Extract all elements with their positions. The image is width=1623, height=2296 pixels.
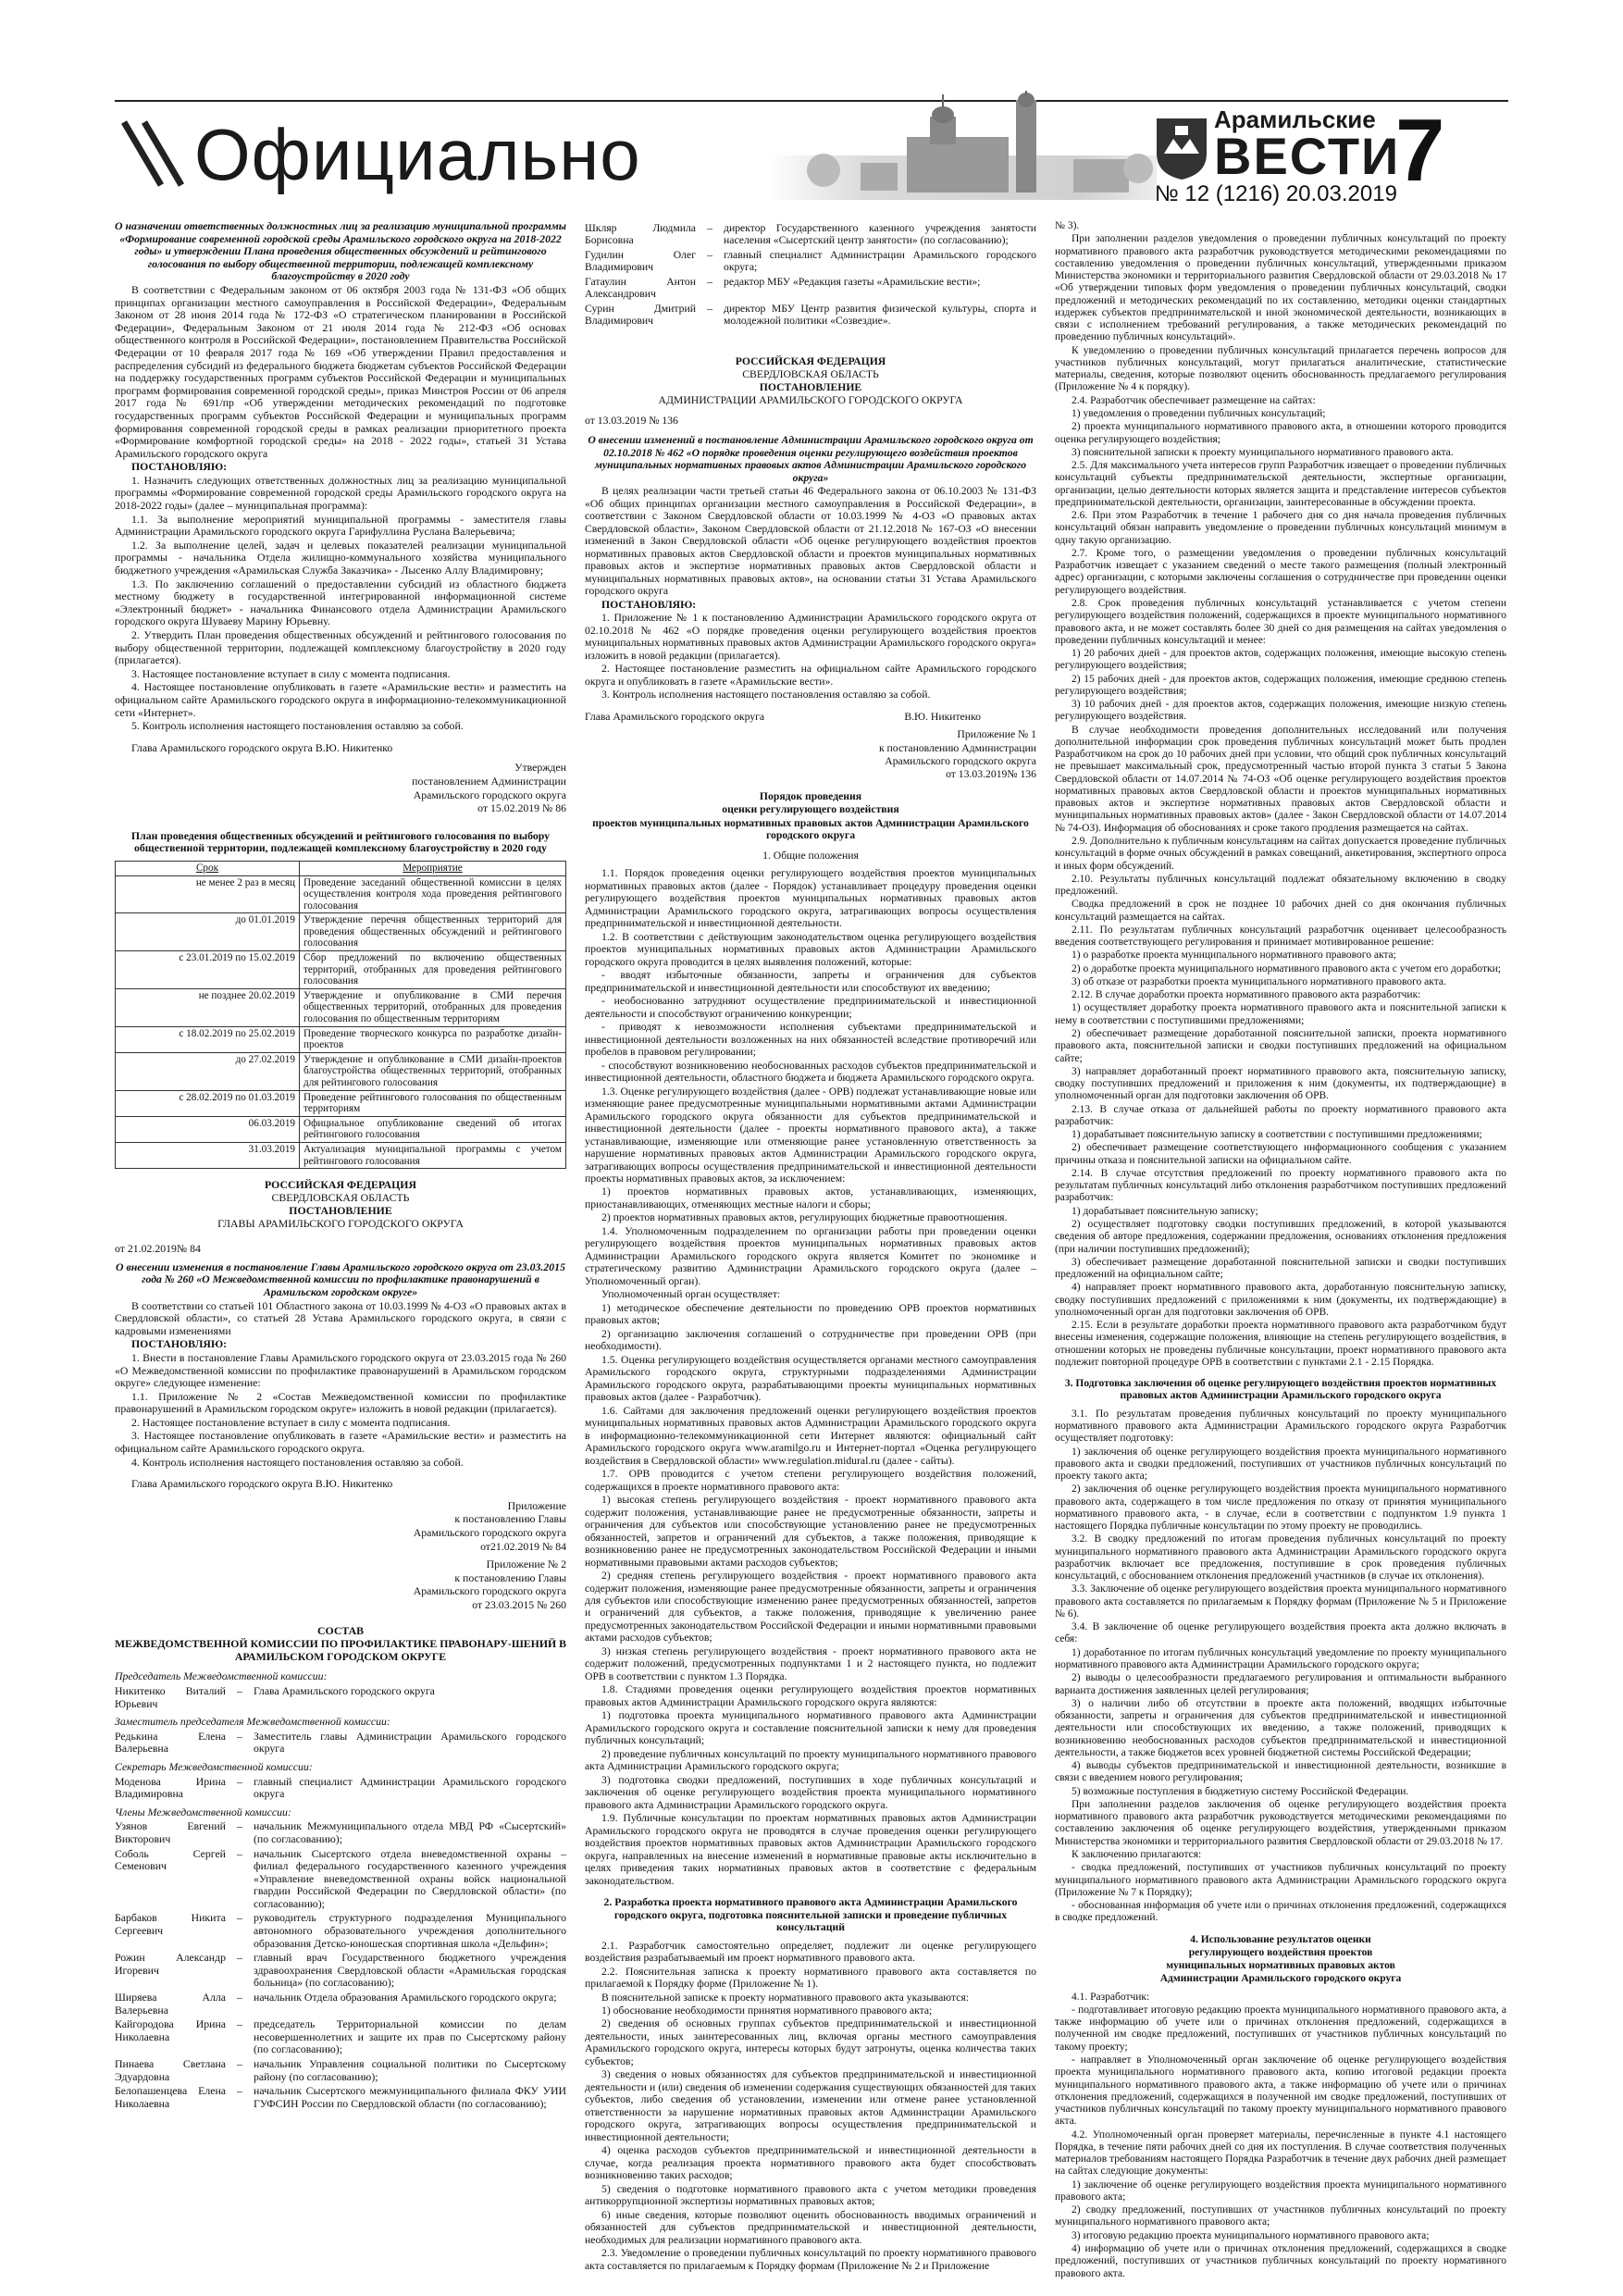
paragraph: 2.3. Уведомление о проведении публичных консультаций по проекту нормативного правового акта составляется по прилагаемым к Порядку формам (Приложение № 2 и Приложение: [585, 2247, 1036, 2272]
paragraph: 1. Назначить следующих ответственных должностных лиц за реализацию муниципальной программы «Формирование современной городской среды Арамильского городского округа на 2018-2022 годы» (далее – муниципальная программа):: [115, 473, 566, 513]
table-cell-event: Проведение рейтингового голосования по общественным территориям: [300, 1090, 566, 1116]
approval-line: Арамильского городского округа: [413, 788, 566, 801]
table-cell-event: Утверждение и опубликование в СМИ перечня общественных территорий, отобранных для проведения голосования по общественным территориям: [300, 988, 566, 1026]
paragraph: 2. Настоящее постановление разместить на официальном сайте Арамильского городского округа и опубликовать в газете «Арамильские вести».: [585, 663, 1036, 688]
signature-position: Глава Арамильского городского округа: [585, 710, 765, 723]
resolve-keyword: ПОСТАНОВЛЯЮ:: [601, 598, 697, 611]
paragraph: - приводят к невозможности исполнения субъектами предпринимательской и инвестиционной деятельности возложенных на них обязанностей вследствие противоречий или пробелов в правовом регулировании;: [585, 1021, 1036, 1059]
page-number: 7: [1395, 101, 1445, 200]
table-cell-term: с 18.02.2019 по 25.02.2019: [116, 1026, 300, 1052]
paragraph: При заполнении разделов уведомления о проведении публичных консультаций по проекту нормативного правового акта разработчик руководствуется методическими рекомендациями по составлению уведомления о проведении публичных консультаций, утвержденными приказом Министерства экономики и территориального развития Свердловской области от 29.03.2018 № 17 «Об утверждении типовых форм уведомления о проведении публичных консультаций, сводки предложений и методических рекомендаций по их составлению, методики оценки стандартных издержек субъектов предпринимательской и иной экономической деятельности, возникающих в связи с исполнением требований регулирования, а также методических рекомендаций по проведению публичных консультаций».: [1055, 233, 1506, 343]
paragraph: 1.1. Приложение № 2 «Состав Межведомственной комиссии по профилактике правонарушений в Арамильском городском округе» изложить в новой редакции (прилагается).: [115, 1389, 566, 1416]
table-cell-term: с 23.01.2019 по 15.02.2019: [116, 951, 300, 989]
member-role: председатель Территориальной комиссии по делам несовершеннолетних и защите их прав по Сысертскому району (по согласованию);: [254, 2017, 566, 2056]
annex-line: Приложение: [507, 1498, 566, 1512]
member-role: главный специалист Администрации Арамильского городского округа: [254, 1774, 566, 1801]
annex-line: Приложение № 2: [486, 1558, 566, 1571]
paragraph: 3. Настоящее постановление вступает в силу с момента подписания.: [131, 666, 451, 680]
paragraph: 2.1. Разработчик самостоятельно определяет, подлежит ли оценке регулирующего воздействия разрабатываемый им проект нормативного правового акта.: [585, 1939, 1036, 1965]
plan-title: План проведения общественных обсуждений и рейтингового голосования по выбору общественной территории, подлежащей комплексному благоустройству в 2020 году: [130, 828, 551, 855]
paragraph: 1.2. За выполнение целей, задач и целевых показателей реализации муниципальной программы - начальника Отдела жилищно-коммунального хозяйства муниципального бюджетного учреждения «Арамильская Служба Заказчика» - Лысенко Аллу Владимировну;: [115, 538, 566, 577]
article-title: О внесении изменения в постановление Главы Арамильского городского округа от 23.03.2015 года № 260 «О Межведомственной комиссии по профилактике правонарушений в Арамильском городском округе»: [116, 1260, 565, 1298]
paragraph: 6) иные сведения, которые позволяют оценить обоснованность вводимых ограничений и обязанностей для субъектов предпринимательской и инвестиционной деятельности, необходимых для реализации нормативного правового акта.: [585, 2208, 1036, 2246]
member-role: Глава Арамильского городского округа: [254, 1683, 435, 1697]
member-row: [115, 2058, 566, 2083]
member-name: Шкляр Людмила Борисовна: [585, 222, 696, 247]
role-heading: Председатель Межведомственной комиссии:: [115, 1669, 328, 1683]
article-title: О назначении ответственных должностных лиц за реализацию муниципальной программы «Формирование современной городской среды Арамильского городского округа на 2018-2022 годы» и утверждении Плана проведения общественных обсуждений и рейтингового голосования по выбору общественной территории, подлежащей комплексному благоустройству в 2020 году: [115, 219, 566, 283]
paragraph: В случае необходимости проведения дополнительных исследований или получения дополнительной информации срок проведения публичных консультаций может быть продлен Разработчиком на срок до 10 рабочих дней при условии, что общий срок публичных консультаций не превышает максимальный срок, предусмотренный частью второй пункта 3 статьи 5 Закона Свердловской области от 14.07.2014 № 74-ОЗ «Об оценке регулирующего воздействия проектов нормативных правовых актов Свердловской области и проектов муниципальных нормативных правовых актов и экспертизе нормативных правовых актов Свердловской области и муниципальных нормативных правовых актов» (далее - Закон Свердловской области от 14.07.2014 № 74-ОЗ). Информация об обоснованиях и сроке такого продления размещается на сайтах.: [1055, 724, 1506, 834]
section-title: Официально: [194, 114, 641, 195]
paragraph: 2) обеспечивает размещение доработанной пояснительной записки, проекта нормативного правового акта, пояснительной записки и сводки поступивших предложений на официальном сайте;: [1055, 1028, 1506, 1064]
paragraph: 1.2. В соответствии с действующим законодательством оценка регулирующего воздействия проектов муниципальных нормативных правовых актов Администрации Арамильского городского округа проводится в целях выявления положений, которые:: [585, 930, 1036, 968]
member-name: Барбаков Никита Сергеевич: [115, 1911, 226, 1938]
paragraph: 4) выводы субъектов предпринимательской и инвестиционной деятельности, возникшие в связи с введением нового регулирования;: [1055, 1760, 1506, 1784]
member-row: [115, 1912, 566, 1950]
paragraph: 1) заключения об оценке регулирующего воздействия проекта муниципального нормативного правового акта и сводки предложений, поступивших от участников публичных консультаций по проекту такого акта;: [1055, 1446, 1506, 1483]
paragraph: 2) сводку предложений, поступивших от участников публичных консультаций по проекту муниципального нормативного правового акта;: [1055, 2204, 1506, 2228]
member-name: Сурин Дмитрий Владимирович: [585, 302, 696, 328]
paragraph: 3.2. В сводку предложений по итогам проведения публичных консультаций по проекту муниципального нормативного правового акта Администрации Арамильского городского округа разработчик включает все предложения, поступившие в срок проведения публичных консультаций, с обоснованием отклонения предложений участников (в случае их отклонения).: [1055, 1533, 1506, 1582]
signature: Глава Арамильского городского округа В.Ю. Никитенко: [131, 740, 393, 754]
paragraph: - вводят избыточные обязанности, запреты и ограничения для субъектов предпринимательской и инвестиционной деятельности или способствуют их введению;: [585, 969, 1036, 994]
member-dash: –: [707, 302, 712, 315]
member-row: [585, 222, 1036, 247]
member-name: Гудилин Олег Владимирович: [585, 248, 696, 274]
member-name: Кайгородова Ирина Николаевна: [115, 2017, 226, 2043]
member-name: Пинаева Светлана Эдуардовна: [115, 2057, 226, 2083]
paragraph: 2) 15 рабочих дней - для проектов актов, содержащих положения, имеющие среднюю степень регулирующего воздействия;: [1055, 673, 1506, 697]
heading-line: АДМИНИСТРАЦИИ АРАМИЛЬСКОГО ГОРОДСКОГО ОКРУГА: [658, 393, 963, 406]
paragraph: 4.2. Уполномоченный орган проверяет материалы, перечисленные в пункте 4.1 настоящего Порядка, в течение пяти рабочих дней со дня их поступления. В случае соответствия полученных материалов требованиям настоящего Порядка Разработчик в течение двух рабочих дней размещает на сайтах следующие документы:: [1055, 2128, 1506, 2178]
paragraph: 1.1. Порядок проведения оценки регулирующего воздействия проектов муниципальных нормативных правовых актов (далее - Порядок) устанавливает процедуру проведения оценки регулирующего воздействия проектов муниципальных нормативных правовых актов Администрации Арамильского городского округа, затрагивающих вопросы осуществления предпринимательской и инвестиционной деятельности.: [585, 867, 1036, 930]
signature: Глава Арамильского городского округа В.Ю. Никитенко: [131, 1477, 393, 1491]
composition-subtitle: МЕЖВЕДОМСТВЕННОЙ КОМИССИИ ПО ПРОФИЛАКТИКЕ ПРАВОНАРУ-ШЕНИЙ В АРАМИЛЬСКОМ ГОРОДСКОМ ОКРУГЕ: [115, 1637, 567, 1663]
paragraph: 2.10. Результаты публичных консультаций подлежат обязательному включению в сводку предложений.: [1055, 873, 1506, 898]
member-row: [115, 1848, 566, 1911]
heading-line: ПОСТАНОВЛЕНИЕ: [289, 1204, 392, 1218]
member-row: [115, 1992, 566, 2017]
paragraph: 1) обоснование необходимости принятия нормативного правового акта;: [601, 2004, 933, 2017]
paragraph: 5) сведения о подготовке нормативного правового акта с учетом методики проведения антикоррупционной экспертизы нормативных правовых актов;: [585, 2182, 1036, 2208]
paragraph: 1.4. Уполномоченным подразделением по организации работы при проведении оценки регулирующего воздействия проектов муниципальных нормативных правовых актов Администрации Арамильского городского округа является Комитет по экономике и стратегическому развитию Администрации Арамильского городского округа (далее – Уполномоченный орган).: [585, 1224, 1036, 1287]
paragraph: 2.11. По результатам публичных консультаций разработчик оценивает целесообразность введения соответствующего регулирования и принимает мотивированное решение:: [1055, 924, 1506, 949]
member-role: главный врач Государственного бюджетного учреждения здравоохранения Свердловской области «Арамильская городская больница» (по согласованию);: [254, 1951, 566, 1990]
section-heading: 1. Общие положения: [762, 849, 859, 862]
paragraph: В целях реализации части третьей статьи 46 Федерального закона от 06.10.2003 № 131-ФЗ «Об общих принципах организации местного самоуправления в Российской Федерации», в соответствии с Законом Свердловской области от 10.03.1999 № 4-ОЗ «О правовых актах Свердловской области», Законом Свердловской области от 21.12.2018 № 167-ОЗ «О внесении изменений в Закон Свердловской области «Об оценке регулирующего воздействия проектов нормативных правовых актов Свердловской области и проектов муниципальных нормативных правовых актов и экспертизе нормативных правовых актов Свердловской области и муниципальных нормативных правовых актов», на основании статьи 31 Устава Арамильского городского округа: [585, 485, 1036, 598]
paragraph: 1.3. По заключению соглашений о предоставлении субсидий из областного бюджета местному бюджету в государственной интегрированной информационной системе «Электронный бюджет» - начальника Финансового отдела Администрации Арамильского городского округа Шуваеву Марину Юрьевну.: [115, 577, 566, 628]
member-role: редактор МБУ «Редакция газеты «Арамильские вести»;: [724, 275, 981, 288]
member-dash: –: [707, 222, 712, 234]
paragraph: 2.13. В случае отказа от дальнейшей работы по проекту нормативного правового акта разработчик:: [1055, 1103, 1506, 1127]
member-row: [115, 1685, 566, 1710]
table-cell-event: Утверждение и опубликование в СМИ дизайн-проектов благоустройства общественных территорий, отобранных для рейтингового голосования: [300, 1052, 566, 1090]
column-3: [1055, 220, 1506, 2281]
paragraph: 2) обеспечивает размещение соответствующего информационного сообщения с указанием причины отказа и пояснительной записки на официальном сайте.: [1055, 1142, 1506, 1166]
paragraph: 1. Приложение № 1 к постановлению Администрации Арамильского городского округа от 02.10.2018 № 462 «О порядке проведения оценки регулирующего воздействия проектов муниципальных нормативных правовых актов Администрации Арамильского городского округа» изложить в новой редакции (прилагается).: [585, 612, 1036, 662]
member-name: Моденова Ирина Владимировна: [115, 1774, 226, 1801]
paragraph: 2) заключения об оценке регулирующего воздействия проекта муниципального нормативного правового акта, содержащего в том числе предложения по отказу от принятия муниципального нормативного правового акта, - в случае, если в соответствии с подпунктом 1.9 пункта 1 настоящего Порядка публичные консультации по этому проекту не проводились.: [1055, 1483, 1506, 1533]
paragraph: 2.7. Кроме того, о размещении уведомления о проведении публичных консультаций Разработчик извещает с указанием сведений о месте такого размещения (полный электронный адрес) организации, с которыми заключены соглашения о сотрудничестве при проведении оценки регулирующего воздействия.: [1055, 547, 1506, 596]
paragraph: 5. Контроль исполнения настоящего постановления оставляю за собой.: [131, 719, 464, 733]
paragraph: - направляет в Уполномоченный орган заключение об оценке регулирующего воздействия проекта муниципального нормативного правового акта, копию итоговой редакции проекта муниципального нормативного правового акта, а также информацию об учете или о причинах отклонения предложений, содержащихся в полученной им сводке предложений, поступивших от участников публичных консультаций по такому проекту муниципального нормативного правового акта.: [1055, 2054, 1506, 2128]
table-row: [116, 951, 566, 989]
member-dash: –: [707, 248, 712, 261]
column-1: [115, 220, 566, 2112]
paragraph: 3) подготовка сводки предложений, поступивших в ходе публичных консультаций и заключения об оценке регулирующего воздействия проекта муниципального нормативного правового акта Администрации Арамильского городского округа.: [585, 1773, 1036, 1811]
paragraph: 3. Настоящее постановление опубликовать в газете «Арамильские вести» и разместить на официальном сайте Арамильского городского округа.: [115, 1429, 566, 1456]
member-row: [115, 2085, 566, 2110]
paragraph: 2.4. Разработчик обеспечивает размещение на сайтах:: [1072, 394, 1316, 406]
paragraph: 1.7. ОРВ проводится с учетом степени регулирующего воздействия положений, содержащихся в проекте нормативного правового акта:: [585, 1468, 1036, 1493]
section-heading: регулирующего воздействия проектов: [1188, 1946, 1373, 1958]
paragraph: 2.5. Для максимального учета интересов групп Разработчик извещает о проведении публичных консультаций субъекты предпринимательской деятельности, экспертные организации, организации, целью деятельности которых является защита и представление интересов субъектов предпринимательской деятельности, организации, заинтересованные в обсуждении проекта.: [1055, 460, 1506, 508]
member-role: главный специалист Администрации Арамильского городского округа;: [724, 248, 1036, 274]
document-date: от 21.02.2019№ 84: [115, 1242, 201, 1256]
paragraph: 1) 20 рабочих дней - для проектов актов, содержащих положения, имеющие высокую степень регулирующего воздействия;: [1055, 648, 1506, 672]
paragraph: 4.1. Разработчик:: [1072, 1991, 1150, 2003]
heading-line: ПОСТАНОВЛЕНИЕ: [759, 380, 862, 393]
table-cell-term: с 28.02.2019 по 01.03.2019: [116, 1090, 300, 1116]
member-row: [115, 1952, 566, 1990]
annex-line: Арамильского городского округа: [885, 754, 1036, 767]
paragraph: 3. Контроль исполнения настоящего постановления оставляю за собой.: [601, 689, 931, 701]
paragraph: 1) дорабатывает пояснительную записку в соответствии с поступившими предложениями;: [1072, 1129, 1482, 1141]
composition-title: СОСТАВ: [316, 1623, 365, 1637]
paragraph: В соответствии со статьей 101 Областного закона от 10.03.1999 № 4-ОЗ «О правовых актах в Свердловской области», со статьей 28 Устава Арамильского городского округа, в связи с кадровыми изменениями: [115, 1298, 566, 1337]
member-dash: –: [237, 1991, 242, 2004]
paragraph: 2) проектов нормативных правовых актов, регулирующих бюджетные правоотношения.: [601, 1211, 1008, 1224]
table-cell-event: Сбор предложений по включению общественных территорий, отобранных для проведения рейтингового голосования: [300, 951, 566, 989]
member-dash: –: [237, 2057, 242, 2070]
paragraph: № 3).: [1055, 220, 1080, 231]
paragraph: 1) о разработке проекта муниципального нормативного правового акта;: [1072, 949, 1396, 962]
section-heading: 3. Подготовка заключения об оценке регулирующего воздействия проектов нормативных правовых актов Администрации Арамильского городского округа: [1064, 1378, 1497, 1402]
table-cell-term: 31.03.2019: [116, 1142, 300, 1168]
document-date: от 13.03.2019 № 136: [585, 414, 678, 427]
member-name: Рожин Александр Игоревич: [115, 1951, 226, 1977]
paragraph: - необоснованно затрудняют осуществление предпринимательской и инвестиционной деятельности и способствуют ограничению конкуренции;: [585, 995, 1036, 1020]
paragraph: - способствуют возникновению необоснованных расходов субъектов предпринимательской и инвестиционной деятельности, областного бюджета и бюджета Арамильского городского округа.: [585, 1059, 1036, 1085]
article-title: О внесении изменений в постановление Администрации Арамильского городского округа от 02.10.2018 № 462 «О порядке проведения оценки регулирующего воздействия проектов муниципальных нормативных правовых актов Администрации Арамильского городского округа»: [588, 434, 1034, 484]
paragraph: 1) методическое обеспечение деятельности по проведению ОРВ проектов нормативных правовых актов;: [585, 1301, 1036, 1327]
paragraph: 2) средняя степень регулирующего воздействия - проект нормативного правового акта содержит положения, изменяющие ранее предусмотренные обязанности, запреты и ограничения для субъектов или способствующие изменению ранее предусмотренных обязанностей, запретов и ограничений для субъектов, а также положения, приводящие к увеличению ранее предусмотренных законодательством Российской Федерации и иными нормативными правовыми актами расходов субъектов;: [585, 1570, 1036, 1644]
document-heading: [585, 355, 1036, 407]
paragraph: 1.1. За выполнение мероприятий муниципальной программы - заместителя главы Администрации Арамильского городского округа Гарифуллина Руслана Валерьевича;: [115, 512, 566, 539]
member-dash: –: [237, 1774, 242, 1788]
annex-line: Арамильского городского округа: [413, 1526, 566, 1540]
column-header-term: Срок: [116, 861, 300, 875]
paragraph: В соответствии с Федеральным законом от 06 октября 2003 года № 131-ФЗ «Об общих принципах организации местного самоуправления в Российской Федерации», Федеральным Законом от 28 июня 2014 года № 172-ФЗ «О стратегическом планировании в Российской Федерации», Федеральным Законом от 21 июля 2014 года № 212-ФЗ «Об основах общественного контроля в Российской Федерации», постановлением Правительства Российской Федерации от 10 февраля 2017 года № 169 «Об утверждении Правил предоставления и распределения субсидий из федерального бюджета бюджетам субъектов Российской Федерации на поддержку государственных программ субъектов Российской Федерации и муниципальных программ формирования современной городской среды», приказ Минстроя России от 06 апреля 2017 года № 691/пр «Об утверждении методических рекомендаций по подготовке государственных программ субъектов Российской Федерации и муниципальных программ формирования современной городской среды в рамках реализации приоритетного проекта «Формирование комфортной городской среды» на 2018 - 2022 годы», статьей 31 Устава Арамильского городского округа: [115, 282, 566, 460]
double-slash-icon: [115, 117, 189, 191]
resolve-keyword: ПОСТАНОВЛЯЮ:: [131, 460, 228, 474]
paragraph: 2) выводы о целесообразности предлагаемого регулирования и оптимальности выбранного варианта достижения заявленных целей регулирования;: [1055, 1672, 1506, 1696]
heading-line: РОССИЙСКАЯ ФЕДЕРАЦИЯ: [265, 1178, 416, 1192]
paragraph: При заполнении разделов заключения об оценке регулирующего воздействия проекта нормативного правового акта разработчик руководствуется методическими рекомендациями по составлению заключения об оценке регулирующего воздействия, утвержденными приказом Министерства экономики и территориального развития Свердловской области от 29.03.2018 № 17.: [1055, 1798, 1506, 1847]
table-row: [116, 988, 566, 1026]
member-dash: –: [237, 1951, 242, 1965]
approval-line: от 15.02.2019 № 86: [477, 801, 566, 815]
paragraph: 2) организацию заключения соглашений о сотрудничестве при проведении ОРВ (при необходимости).: [585, 1327, 1036, 1353]
paragraph: 2.15. Если в результате доработки проекта нормативного правового акта разработчиком будут внесены изменения, содержащие положения, влияющие на степень регулирующего воздействия, в отношении которых не проведены публичные консультации, проект нормативного правового акта подлежит повторной процедуре ОРВ в соответствии с пунктами 2.1 - 2.15 Порядка.: [1055, 1320, 1506, 1368]
table-cell-event: Утверждение перечня общественных территорий для проведения общественных обсуждений и рейтингового голосования: [300, 913, 566, 951]
paragraph: 1.5. Оценка регулирующего воздействия осуществляется органами местного самоуправления Арамильского городского округа, структурными подразделениями Администрации Арамильского городского округа, разрабатывающими проекты муниципальных нормативных правовых актов (далее - Разработчик).: [585, 1353, 1036, 1404]
paragraph: 1) уведомления о проведении публичных консультаций;: [1072, 407, 1326, 419]
member-role: начальник Управления социальной политики по Сысертскому району (по согласованию);: [254, 2057, 566, 2083]
paragraph: Сводка предложений в срок не позднее 10 рабочих дней со дня окончания публичных консультаций размещается на сайтах.: [1055, 899, 1506, 923]
member-row: [115, 1820, 566, 1845]
table-cell-term: 06.03.2019: [116, 1116, 300, 1142]
member-role: директор МБУ Центр развития физической культуры, спорта и молодежной политики «Созвездие».: [724, 302, 1036, 328]
paragraph: К заключению прилагаются:: [1072, 1849, 1202, 1860]
paragraph: 1. Внести в постановление Главы Арамильского городского округа от 23.03.2015 года № 260 «О Межведомственной комиссии по профилактике правонарушений в Арамильском городском округе» следующее изменение:: [115, 1350, 566, 1390]
paragraph: 2.2. Пояснительная записка к проекту нормативного правового акта составляется по прилагаемой к Порядку форме (Приложение № 1).: [585, 1965, 1036, 1991]
approval-line: Утвержден: [514, 761, 566, 775]
annex-line: к постановлению Администрации: [878, 741, 1036, 754]
table-row: [116, 1026, 566, 1052]
issue-number-date: № 12 (1216) 20.03.2019: [1155, 181, 1397, 206]
paragraph: 4. Настоящее постановление опубликовать в газете «Арамильские вести» и разместить на официальном сайте Арамильского городского округа в информационно-телекоммуникационной сети «Интернет».: [115, 680, 566, 719]
paragraph: 3) итоговую редакцию проекта муниципального нормативного правового акта;: [1072, 2229, 1430, 2241]
paragraph: В пояснительной записке к проекту нормативного правового акта указываются:: [601, 1991, 969, 2004]
member-role: Заместитель главы Администрации Арамильского городского округа: [254, 1729, 566, 1756]
brand-name-top: Арамильские: [1214, 105, 1376, 133]
member-name: Ширяева Алла Валерьевна: [115, 1991, 226, 2017]
paragraph: 5) возможные поступления в бюджетную систему Российской Федерации.: [1072, 1785, 1409, 1797]
role-heading: Члены Межведомственной комиссии:: [115, 1805, 291, 1818]
annex-line: к постановлению Главы: [454, 1512, 566, 1526]
member-row: [115, 2018, 566, 2056]
brand-name-main: ВЕСТИ: [1214, 127, 1401, 185]
member-name: Редькина Елена Валерьевна: [115, 1729, 226, 1756]
order-title: проектов муниципальных нормативных правовых актов Администрации Арамильского городского округа: [592, 816, 1029, 842]
table-row: [116, 1090, 566, 1116]
annex-line: от 13.03.2019№ 136: [946, 768, 1036, 781]
city-coat-of-arms-icon: [1155, 117, 1208, 181]
member-dash: –: [237, 2084, 242, 2098]
annex-line: Арамильского городского округа: [413, 1584, 566, 1598]
table-cell-event: Актуализация муниципальной программы с учетом рейтингового голосования: [300, 1142, 566, 1168]
table-cell-term: до 27.02.2019: [116, 1052, 300, 1090]
paragraph: 3.1. По результатам проведения публичных консультаций по проекту муниципального нормативного правового акта Администрации Арамильского городского округа Разработчик осуществляет подготовку:: [1055, 1408, 1506, 1445]
paragraph: 2. Утвердить План проведения общественных обсуждений и рейтингового голосования по выбору общественной территории, подлежащей комплексному благоустройству в 2020 году (прилагается).: [115, 628, 566, 667]
table-cell-term: не менее 2 раз в месяц: [116, 875, 300, 913]
table-cell-term: до 01.01.2019: [116, 913, 300, 951]
paragraph: 1) доработанное по итогам публичных консультаций уведомление по проекту муниципального нормативного правового акта Администрации Арамильского городского округа;: [1055, 1646, 1506, 1671]
paragraph: 3) обеспечивает размещение доработанной пояснительной записки и сводки поступивших предложений на официальном сайте;: [1055, 1256, 1506, 1281]
member-role: начальник Межмуниципального отдела МВД РФ «Сысертский» (по согласованию);: [254, 1819, 566, 1845]
table-cell-event: Официальное опубликование сведений об итогах рейтингового голосования: [300, 1116, 566, 1142]
paragraph: 2. Настоящее постановление вступает в силу с момента подписания.: [131, 1415, 451, 1429]
heading-line: РОССИЙСКАЯ ФЕДЕРАЦИЯ: [735, 354, 886, 367]
signature-name: В.Ю. Никитенко: [904, 710, 981, 723]
paragraph: 3) об отказе от разработки проекта муниципального нормативного правового акта.: [1072, 975, 1446, 987]
paragraph: 1.6. Сайтами для заключения предложений оценки регулирующего воздействия проектов муниципальных нормативных правовых актов Администрации Арамильского городского округа в информационно-телекоммуникационной сети Интернет являются: официальный сайт Арамильского городского округа www.aramilgo.ru и Интернет-портал «Оценка регулирующего воздействия в Свердловской области» www.regulation.midural.ru (далее - сайты).: [585, 1404, 1036, 1467]
paragraph: К уведомлению о проведении публичных консультаций прилагается перечень вопросов для участников публичных консультаций, могут прилагаться аналитические, статистические материалы, сведения, которые позволяют оценить обоснованность предлагаемого регулирования (Приложение № 4 к порядку).: [1055, 344, 1506, 393]
column-2: [585, 220, 1036, 2273]
table-row: [116, 1142, 566, 1168]
resolve-keyword: ПОСТАНОВЛЯЮ:: [131, 1337, 228, 1351]
member-dash: –: [237, 1911, 242, 1925]
member-dash: –: [237, 2017, 242, 2031]
annex-line: к постановлению Главы: [454, 1570, 566, 1584]
annex-line: от 23.03.2015 № 260: [472, 1598, 566, 1611]
heading-line: ГЛАВЫ АРАМИЛЬСКОГО ГОРОДСКОГО ОКРУГА: [217, 1217, 464, 1231]
paragraph: 2.9. Дополнительно к публичным консультациям на сайтах допускается проведение публичных консультаций в форме очных обсуждений в рамках совещаний, анкетирования, экспертного опроса и иных форм обсуждений.: [1055, 836, 1506, 872]
paragraph: 1.8. Стадиями проведения оценки регулирующего воздействия проектов нормативных правовых актов Администрации Арамильского городского округа являются:: [585, 1683, 1036, 1708]
paragraph: 4. Контроль исполнения настоящего постановления оставляю за собой.: [131, 1455, 464, 1469]
paragraph: - подготавливает итоговую редакцию проекта муниципального нормативного правового акта, а также информацию об учете или о причинах отклонения предложений, содержащихся в полученной им сводке предложений, поступивших от участников публичных консультаций по такому проекту;: [1055, 2004, 1506, 2053]
annex-line: от21.02.2019 № 84: [480, 1539, 566, 1553]
member-role: руководитель структурного подразделения Муниципального автономного образовательного учреждения дополнительного образования Детско-юношеская спортивная школа «Дельфин»;: [254, 1911, 566, 1950]
member-row: [585, 276, 1036, 301]
member-role: начальник Сысертского отдела вневедомственной охраны – филиал федерального государственного казенного учреждения «Управление вневедомственной охраны войск национальной гвардии Российской Федерации по Свердловской области» (по согласованию);: [254, 1846, 566, 1910]
heading-line: СВЕРДЛОВСКАЯ ОБЛАСТЬ: [742, 367, 879, 380]
paragraph: 2) проведение публичных консультаций по проекту муниципального нормативного правового акта Администрации Арамильского городского округа;: [585, 1747, 1036, 1773]
approval-line: постановлением Администрации: [412, 774, 566, 788]
column-header-event: Мероприятие: [300, 861, 566, 875]
paragraph: 2.6. При этом Разработчик в течение 1 рабочего дня со дня начала проведения публичных консультаций обязан направить уведомление о проведении публичных консультаций минимум в одну такую организацию.: [1055, 510, 1506, 546]
table-row: [116, 875, 566, 913]
member-name: Узянов Евгений Викторович: [115, 1819, 226, 1845]
role-heading: Заместитель председателя Межведомственной комиссии:: [115, 1715, 390, 1729]
section-heading: муниципальных нормативных правовых актов: [1166, 1960, 1395, 1972]
paragraph: 1) заключение об оценке регулирующего воздействия проекта муниципального нормативного правового акта;: [1055, 2178, 1506, 2203]
table-cell-event: Проведение творческого конкурса по разработке дизайн-проектов: [300, 1026, 566, 1052]
member-row: [115, 1731, 566, 1756]
member-name: Никитенко Виталий Юрьевич: [115, 1683, 226, 1710]
section-heading: Администрации Арамильского городского округа: [1159, 1973, 1402, 1985]
member-dash: –: [237, 1729, 242, 1743]
paragraph: 3.4. В заключение об оценке регулирующего воздействия проекта акта должно включать в себя:: [1055, 1621, 1506, 1645]
paragraph: 4) направляет проект нормативного правового акта, доработанную пояснительную записку, сводку поступивших предложений с приложениями к ним (документы, их подтверждающие) в уполномоченный орган для подготовки заключения об ОРВ.: [1055, 1282, 1506, 1318]
paragraph: 2) осуществляет подготовку сводки поступивших предложений, в которой указываются сведения об авторе предложения, содержании предложения, основаниях отклонения предложения (при наличии поступивших предложений);: [1055, 1218, 1506, 1255]
paragraph: 4) оценка расходов субъектов предпринимательской и инвестиционной деятельности в случае, когда реализация проекта нормативного правового акта будет способствовать возникновению таких расходов;: [585, 2144, 1036, 2182]
section-heading: 4. Использование результатов оценки: [1190, 1933, 1371, 1945]
newspaper-header: [0, 0, 1623, 213]
table-cell-event: Проведение заседаний общественной комиссии в целях осуществления контроля хода проведения рейтингового голосования: [300, 875, 566, 913]
order-title: оценки регулирующего воздействия: [722, 803, 899, 816]
paragraph: Уполномоченный орган осуществляет:: [601, 1288, 781, 1301]
table-row: [116, 1052, 566, 1090]
member-dash: –: [707, 275, 712, 288]
order-title: Порядок проведения: [759, 789, 862, 802]
paragraph: 3) направляет доработанный проект нормативного правового акта, пояснительную записку, сводку поступивших предложений и приложения к ним (документы, их подтверждающие) в уполномоченный орган для подготовки заключения об ОРВ.: [1055, 1065, 1506, 1102]
member-name: Белопашенцева Елена Николаевна: [115, 2084, 226, 2110]
paragraph: 1.9. Публичные консультации по проектам нормативных правовых актов Администрации Арамильского городского округа не проводятся в случае проведения оценки регулирующего воздействия проектов нормативных правовых актов Администрации Арамильского городского округа, направленных на внесение изменений в нормативные правовые акты исключительно в целях приведения таких нормативных правовых актов в соответствие с федеральным законодательством.: [585, 1812, 1036, 1887]
paragraph: 1) проектов нормативных правовых актов, устанавливающих, изменяющих, приостанавливающих, отменяющих местные налоги и сборы;: [585, 1185, 1036, 1210]
plan-table: [115, 861, 566, 1169]
paragraph: 2) о доработке проекта муниципального нормативного правового акта с учетом его доработки;: [1072, 962, 1501, 974]
section-heading: 2. Разработка проекта нормативного правового акта Администрации Арамильского городского округа, подготовка пояснительной записки и проведение публичных консультаций: [603, 1896, 1018, 1934]
paragraph: 1) высокая степень регулирующего воздействия - проект нормативного правового акта содержит положения, устанавливающие ранее не предусмотренные обязанности, запреты и ограничения для субъектов или способствующие установлению ранее не предусмотренных обязанностей, запретов и ограничений для субъектов, а также положения, приводящие к возникновению ранее не предусмотренных законодательством Российской Федерации и иными нормативными правовыми актами расходов субъектов;: [585, 1494, 1036, 1569]
paragraph: 3) сведения о новых обязанностях для субъектов предпринимательской и инвестиционной деятельности и (или) сведения об изменении содержания существующих обязанностей для таких субъектов, либо сведения об установлении, изменении или отмене ранее установленной ответственности за нарушение нормативных правовых актов Администрации Арамильского городского округа, затрагивающих вопросы осуществления предпринимательской и инвестиционной деятельности;: [585, 2068, 1036, 2143]
paragraph: 3) низкая степень регулирующего воздействия - проект нормативного правового акта не содержит положений, предусмотренных подпунктами 1 и 2 настоящего пункта, но подлежит ОРВ в соответствии с пунктом 1.3 Порядка.: [585, 1644, 1036, 1682]
member-name: Соболь Сергей Семенович: [115, 1846, 226, 1873]
paragraph: - сводка предложений, поступивших от участников публичных консультаций по проекту муниципального нормативного правового акта Администрации Арамильского городского округа (Приложение № 7 к Порядку);: [1055, 1862, 1506, 1898]
table-cell-term: не позднее 20.02.2019: [116, 988, 300, 1026]
paragraph: 2.12. В случае доработки проекта нормативного правового акта разработчик:: [1072, 989, 1421, 1001]
paragraph: 1) дорабатывает пояснительную записку;: [1072, 1205, 1258, 1217]
heading-line: СВЕРДЛОВСКАЯ ОБЛАСТЬ: [271, 1191, 410, 1205]
member-row: [585, 303, 1036, 328]
member-dash: –: [237, 1819, 242, 1833]
paragraph: 1) подготовка проекта муниципального нормативного правового акта Администрации Арамильского городского округа и составление пояснительной записки к нему для проведения публичных консультаций;: [585, 1709, 1036, 1747]
paragraph: 1.3. Оценке регулирующего воздействия (далее - ОРВ) подлежат устанавливающие новые или изменяющие ранее предусмотренные муниципальными нормативными актами Администрации Арамильского городского округа обязанности для субъектов предпринимательской и инвестиционной деятельности (далее - проекты нормативного правового акта), а также устанавливающие, изменяющие или отменяющие ранее установленную ответственность за нарушение нормативных правовых актов Администрации Арамильского городского округа, затрагивающих вопросы осуществления предпринимательской и инвестиционной деятельности проекты нормативных правовых актов, за исключением:: [585, 1085, 1036, 1185]
member-dash: –: [237, 1683, 242, 1697]
member-row: [115, 1776, 566, 1801]
paragraph: 4) информацию об учете или о причинах отклонения предложений, содержащихся в сводке предложений, поступивших от участников публичных консультаций по проекту нормативного правового акта.: [1055, 2242, 1506, 2279]
paragraph: 2) проекта муниципального нормативного правового акта, в отношении которого проводится оценка регулирующего воздействия;: [1055, 421, 1506, 445]
document-heading: [115, 1178, 566, 1230]
member-name: Гатаулин Антон Александрович: [585, 275, 696, 301]
member-row: [585, 249, 1036, 274]
member-dash: –: [237, 1846, 242, 1860]
member-role: директор Государственного казенного учреждения занятости населения «Сысертский центр занятости» (по согласованию);: [724, 222, 1036, 247]
role-heading: Секретарь Межведомственной комиссии:: [115, 1759, 313, 1773]
paragraph: 3) 10 рабочих дней - для проектов актов, содержащих положения, имеющие низкую степень регулирующего воздействия.: [1055, 699, 1506, 723]
member-role: начальник Сысертского межмуниципального филиала ФКУ УИИ ГУФСИН России по Свердловской области (по согласованию);: [254, 2084, 566, 2110]
annex-line: Приложение № 1: [957, 728, 1036, 741]
paragraph: 2.8. Срок проведения публичных консультаций устанавливается с учетом степени регулирующего воздействия положений, содержащихся в проекте муниципального нормативного правового акта, и не может составлять более 30 дней со дня размещения на сайтах уведомления о проведении публичных консультаций и менее:: [1055, 597, 1506, 646]
paragraph: 2.14. В случае отсутствия предложений по проекту нормативного правового акта по результатам публичных консультаций либо отклонения разработчиком поступивших предложений разработчик:: [1055, 1167, 1506, 1204]
paragraph: 3.3. Заключение об оценке регулирующего воздействия проекта муниципального нормативного правового акта составляется по прилагаемым к Порядку формам (Приложение № 5 и Приложение № 6).: [1055, 1583, 1506, 1620]
paragraph: 2) сведения об основных группах субъектов предпринимательской и инвестиционной деятельности, иных заинтересованных лиц, включая органы местного самоуправления Арамильского городского округа, интересы которых будут затронуты, оценка количества таких субъектов;: [585, 2017, 1036, 2067]
paragraph: - обоснованная информация об учете или о причинах отклонения предложений, содержащихся в сводке предложений.: [1055, 1900, 1506, 1924]
paragraph: 3) пояснительной записки к проекту муниципального нормативного правового акта.: [1072, 446, 1454, 458]
table-row: [116, 1116, 566, 1142]
member-role: начальник Отдела образования Арамильского городского округа;: [254, 1991, 557, 2004]
table-row: [116, 913, 566, 951]
paragraph: 1) осуществляет доработку проекта нормативного правового акта и пояснительной записки к нему в соответствии с поступившими предложениями;: [1055, 1002, 1506, 1026]
paragraph: 3) о наличии либо об отсутствии в проекте акта положений, вводящих избыточные обязанности, запреты и ограничения для субъектов предпринимательской и инвестиционной деятельности или способствующих их введению, а также положений, приводящих к возникновению необоснованных расходов субъектов предпринимательской и инвестиционной деятельности, а также бюджетов всех уровней бюджетной системы Российской Федерации;: [1055, 1697, 1506, 1758]
